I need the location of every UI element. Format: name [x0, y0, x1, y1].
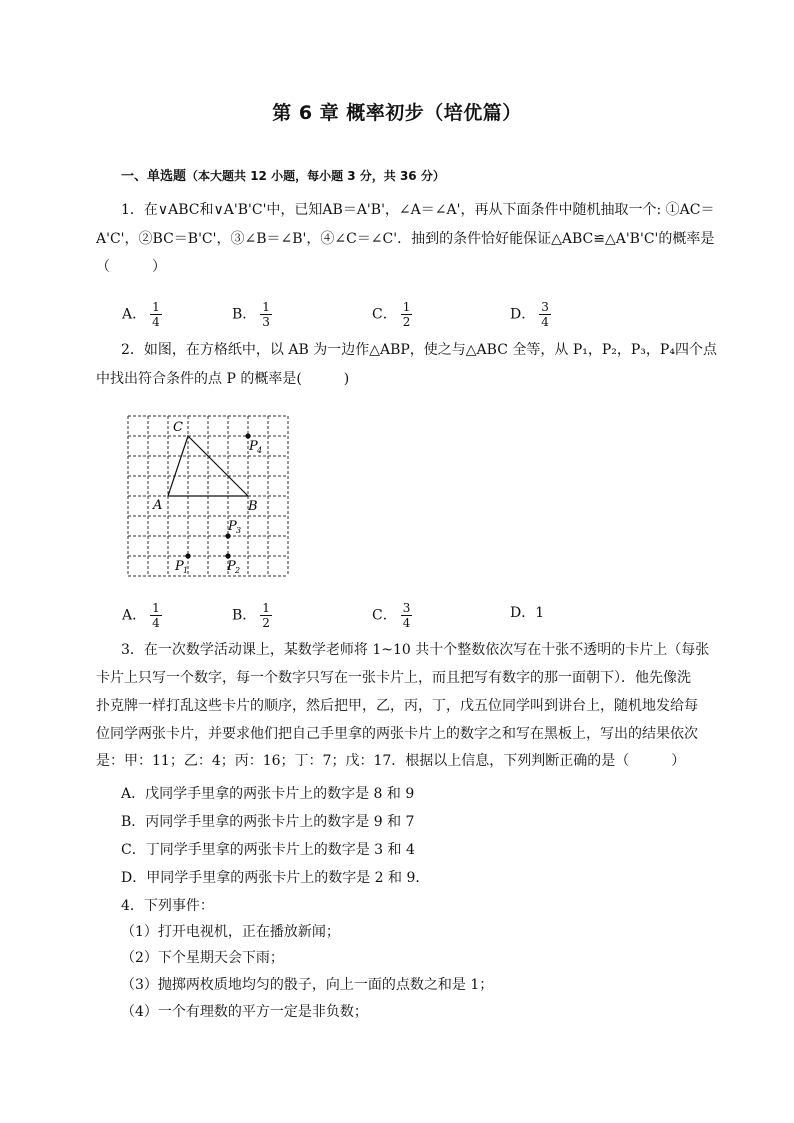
q3-option-d[interactable]: D．甲同学手里拿的两张卡片上的数字是 2 和 9． [121, 870, 430, 886]
point-p4 [245, 433, 250, 438]
q1-option-b-num: 1 [262, 300, 270, 314]
label-p3: P [228, 519, 237, 534]
q2-line-2: 中找出符合条件的点 P 的概率是( ) [96, 371, 350, 387]
q1-option-b-den: 3 [262, 315, 270, 329]
grid-figure [120, 410, 295, 585]
q1-line-1: 1．在∨ABC和∨A'B'C'中，已知AB＝A'B'，∠A＝∠A'，再从下面条件中随机抽取一个: ①AC＝ [121, 202, 715, 218]
q1-option-c[interactable] [372, 300, 412, 329]
label-p4-sub: 4 [257, 446, 263, 455]
page-title: 第 6 章 概率初步（培优篇） [272, 102, 522, 124]
q3-line-2: 卡片上只写一个数字，每一个数字只写在一张卡片上，而且把写有数字的那一面朝下）．他先像洗 [96, 670, 691, 686]
label-p3-sub: 3 [236, 526, 242, 535]
label-p1: P [175, 559, 184, 574]
label-b: B [248, 499, 258, 514]
q2-option-a-num: 1 [152, 601, 160, 615]
q2-option-a-fraction [150, 601, 162, 630]
q1-option-a-label: A． [122, 306, 147, 323]
q1-line-2: A'C'，②BC＝B'C'，③∠B＝∠B'，④∠C＝∠C'．抽到的条件恰好能保证△ABC≌△A'B'C'的概率是 [96, 231, 715, 247]
q2-option-c[interactable] [372, 601, 412, 630]
section-heading [121, 165, 445, 184]
q2-option-a-label: A． [122, 607, 147, 624]
q2-option-b-fraction [260, 601, 272, 630]
q1-option-b-label: B． [232, 306, 257, 323]
q1-option-d-label: D． [510, 306, 536, 323]
label-a: A [153, 498, 163, 513]
q2-line-1: 2．如图，在方格纸中，以 AB 为一边作△ABP，使之与△ABC 全等，从 P₁，P₂，P₃，P₄四个点 [121, 342, 717, 358]
q2-option-c-label: C． [372, 607, 397, 624]
q3-option-c[interactable]: C．丁同学手里拿的两张卡片上的数字是 3 和 4 [121, 842, 415, 858]
q2-option-a-den: 4 [152, 616, 160, 630]
q1-line-3: （ ） [96, 259, 166, 275]
q3-line-1: 3．在一次数学活动课上，某数学老师将 1~10 共十个整数依次写在十张不透明的卡片上（每张 [121, 642, 710, 658]
q1-option-d-den: 4 [541, 315, 549, 329]
point-p3 [225, 533, 230, 538]
q4-line-1: 4．下列事件： [121, 898, 214, 914]
q1-option-a[interactable] [122, 300, 162, 329]
label-p2-sub: 2 [235, 566, 241, 575]
label-p1-sub: 1 [183, 566, 189, 575]
q1-option-a-fraction [150, 300, 162, 329]
point-p2 [225, 553, 230, 558]
q2-option-b-num: 1 [262, 601, 270, 615]
q1-option-d-num: 3 [541, 300, 549, 314]
q4-item-1: （1）打开电视机，正在播放新闻； [121, 924, 340, 940]
q2-option-b[interactable] [232, 601, 272, 630]
q2-option-d-label: D． [510, 605, 536, 621]
q1-option-c-label: C． [372, 306, 397, 323]
q1-option-a-num: 1 [152, 300, 160, 314]
q1-option-d-fraction [539, 300, 551, 329]
point-p1 [185, 553, 190, 558]
q4-item-2: （2）下个星期天会下雨； [121, 950, 284, 966]
label-p4: P [249, 439, 258, 454]
q2-option-b-den: 2 [262, 616, 270, 630]
q1-option-b[interactable] [232, 300, 272, 329]
label-c: C [173, 420, 183, 435]
q2-option-c-den: 4 [402, 616, 411, 630]
section-note: （本大题共 12 小题，每小题 3 分，共 36 分） [186, 169, 445, 183]
q4-item-4: （4）一个有理数的平方一定是非负数； [121, 1004, 368, 1020]
q1-option-c-fraction [401, 300, 413, 329]
q3-line-5: 是：甲：11；乙：4；丙：16；丁：7；戊：17．根据以上信息，下列判断正确的是（ ） [96, 753, 686, 769]
q2-option-d[interactable] [510, 603, 544, 623]
q4-item-3: （3）抛掷两枚质地均匀的骰子，向上一面的点数之和是 1； [121, 977, 494, 993]
q2-option-d-value: 1 [535, 605, 545, 621]
q3-option-b[interactable]: B．丙同学手里拿的两张卡片上的数字是 9 和 7 [121, 814, 415, 830]
q3-option-a[interactable]: A．戊同学手里拿的两张卡片上的数字是 8 和 9 [121, 786, 415, 802]
q2-option-c-num: 3 [402, 601, 411, 615]
q1-option-c-den: 2 [402, 315, 411, 329]
q3-line-3: 扑克牌一样打乱这些卡片的顺序，然后把甲，乙，丙，丁，戊五位同学叫到讲台上，随机地发给每 [96, 698, 698, 714]
q1-option-b-fraction [260, 300, 272, 329]
section-name: 一、单选题 [121, 169, 187, 184]
label-p2: P [227, 559, 236, 574]
q2-option-b-label: B． [232, 607, 257, 624]
q2-option-c-fraction [401, 601, 413, 630]
q1-option-c-num: 1 [402, 300, 411, 314]
q1-option-d[interactable] [510, 300, 551, 329]
q2-option-a[interactable] [122, 601, 162, 630]
q3-line-4: 位同学两张卡片，并要求他们把自己手里拿的两张卡片上的数字之和写在黑板上，写出的结果依次 [96, 726, 698, 742]
q1-option-a-den: 4 [152, 315, 160, 329]
